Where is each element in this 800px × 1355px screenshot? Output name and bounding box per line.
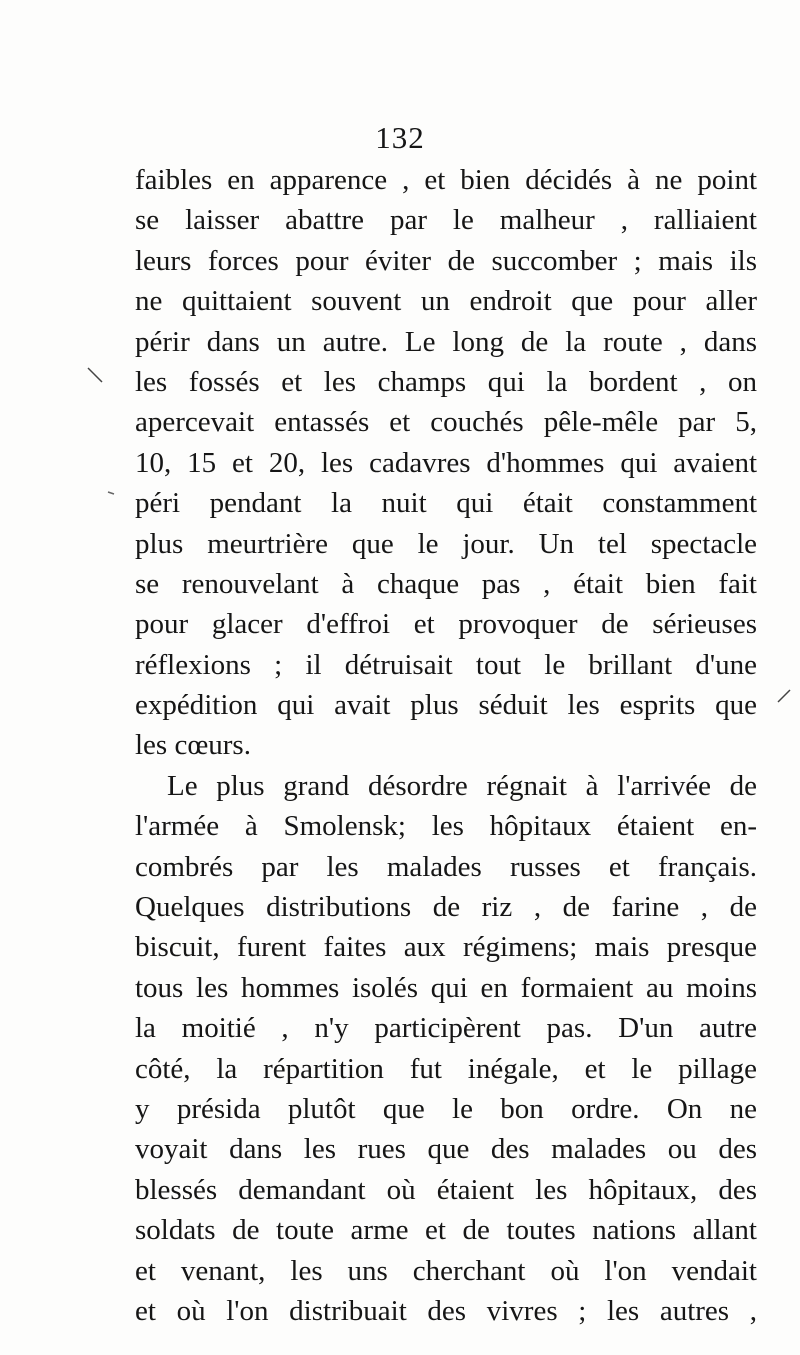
page-number: 132 <box>375 120 425 155</box>
text-line: périr dans un autre. Le long de la route , dans <box>135 325 757 358</box>
text-line: réflexions ; il détruisait tout le brillant d'une <box>135 648 757 681</box>
text-line: 10, 15 et 20, les cadavres d'hommes qui avaient <box>135 446 757 479</box>
text-line: se renouvelant à chaque pas , était bien fait <box>135 567 757 600</box>
text-line: l'armée à Smolensk; les hôpitaux étaient en- <box>135 810 757 843</box>
text-line: blessés demandant où étaient les hôpitaux, des <box>135 1173 757 1206</box>
text-line: soldats de toute arme et de toutes nations allant <box>135 1214 757 1247</box>
text-line: côté, la répartition fut inégale, et le pillage <box>135 1052 757 1085</box>
text-line: faibles en apparence , et bien décidés à ne point <box>135 164 757 196</box>
text-line: leurs forces pour éviter de succomber ; mais ils <box>135 244 757 277</box>
speck <box>108 492 114 494</box>
text-line: combrés par les malades russes et français. <box>135 850 757 883</box>
text-line: Quelques distributions de riz , de farine , de <box>135 891 757 924</box>
text-line: apercevait entassés et couchés pêle-mêle par 5, <box>135 406 757 439</box>
text-line: se laisser abattre par le malheur , ralliaient <box>135 204 757 237</box>
text-line: les fossés et les champs qui la bordent , on <box>135 365 757 398</box>
paragraph-start-line: Le plus grand désordre régnait à l'arrivée de <box>167 769 757 802</box>
text-line: y présida plutôt que le bon ordre. On ne <box>135 1092 757 1125</box>
text-line: voyait dans les rues que des malades ou des <box>135 1133 757 1166</box>
speck <box>778 690 790 702</box>
text-line: tous les hommes isolés qui en formaient au moins <box>135 971 757 1004</box>
text-line: expédition qui avait plus séduit les esprits que <box>135 689 757 722</box>
text-line: ne quittaient souvent un endroit que pour aller <box>135 285 757 318</box>
text-line: et venant, les uns cherchant où l'on vendait <box>135 1254 757 1287</box>
text-line: plus meurtrière que le jour. Un tel spectacle <box>135 527 757 560</box>
speck <box>88 368 102 382</box>
text-line: et où l'on distribuait des vivres ; les autres , <box>135 1294 757 1327</box>
text-line: la moitié , n'y participèrent pas. D'un autre <box>135 1012 757 1045</box>
text-line: péri pendant la nuit qui était constamment <box>135 487 757 520</box>
text-line: pour glacer d'effroi et provoquer de sérieuses <box>135 608 757 641</box>
text-line: biscuit, furent faites aux régimens; mais presque <box>135 931 757 964</box>
paragraph-end-line: les cœurs. <box>135 729 251 762</box>
body-text <box>135 160 757 1331</box>
